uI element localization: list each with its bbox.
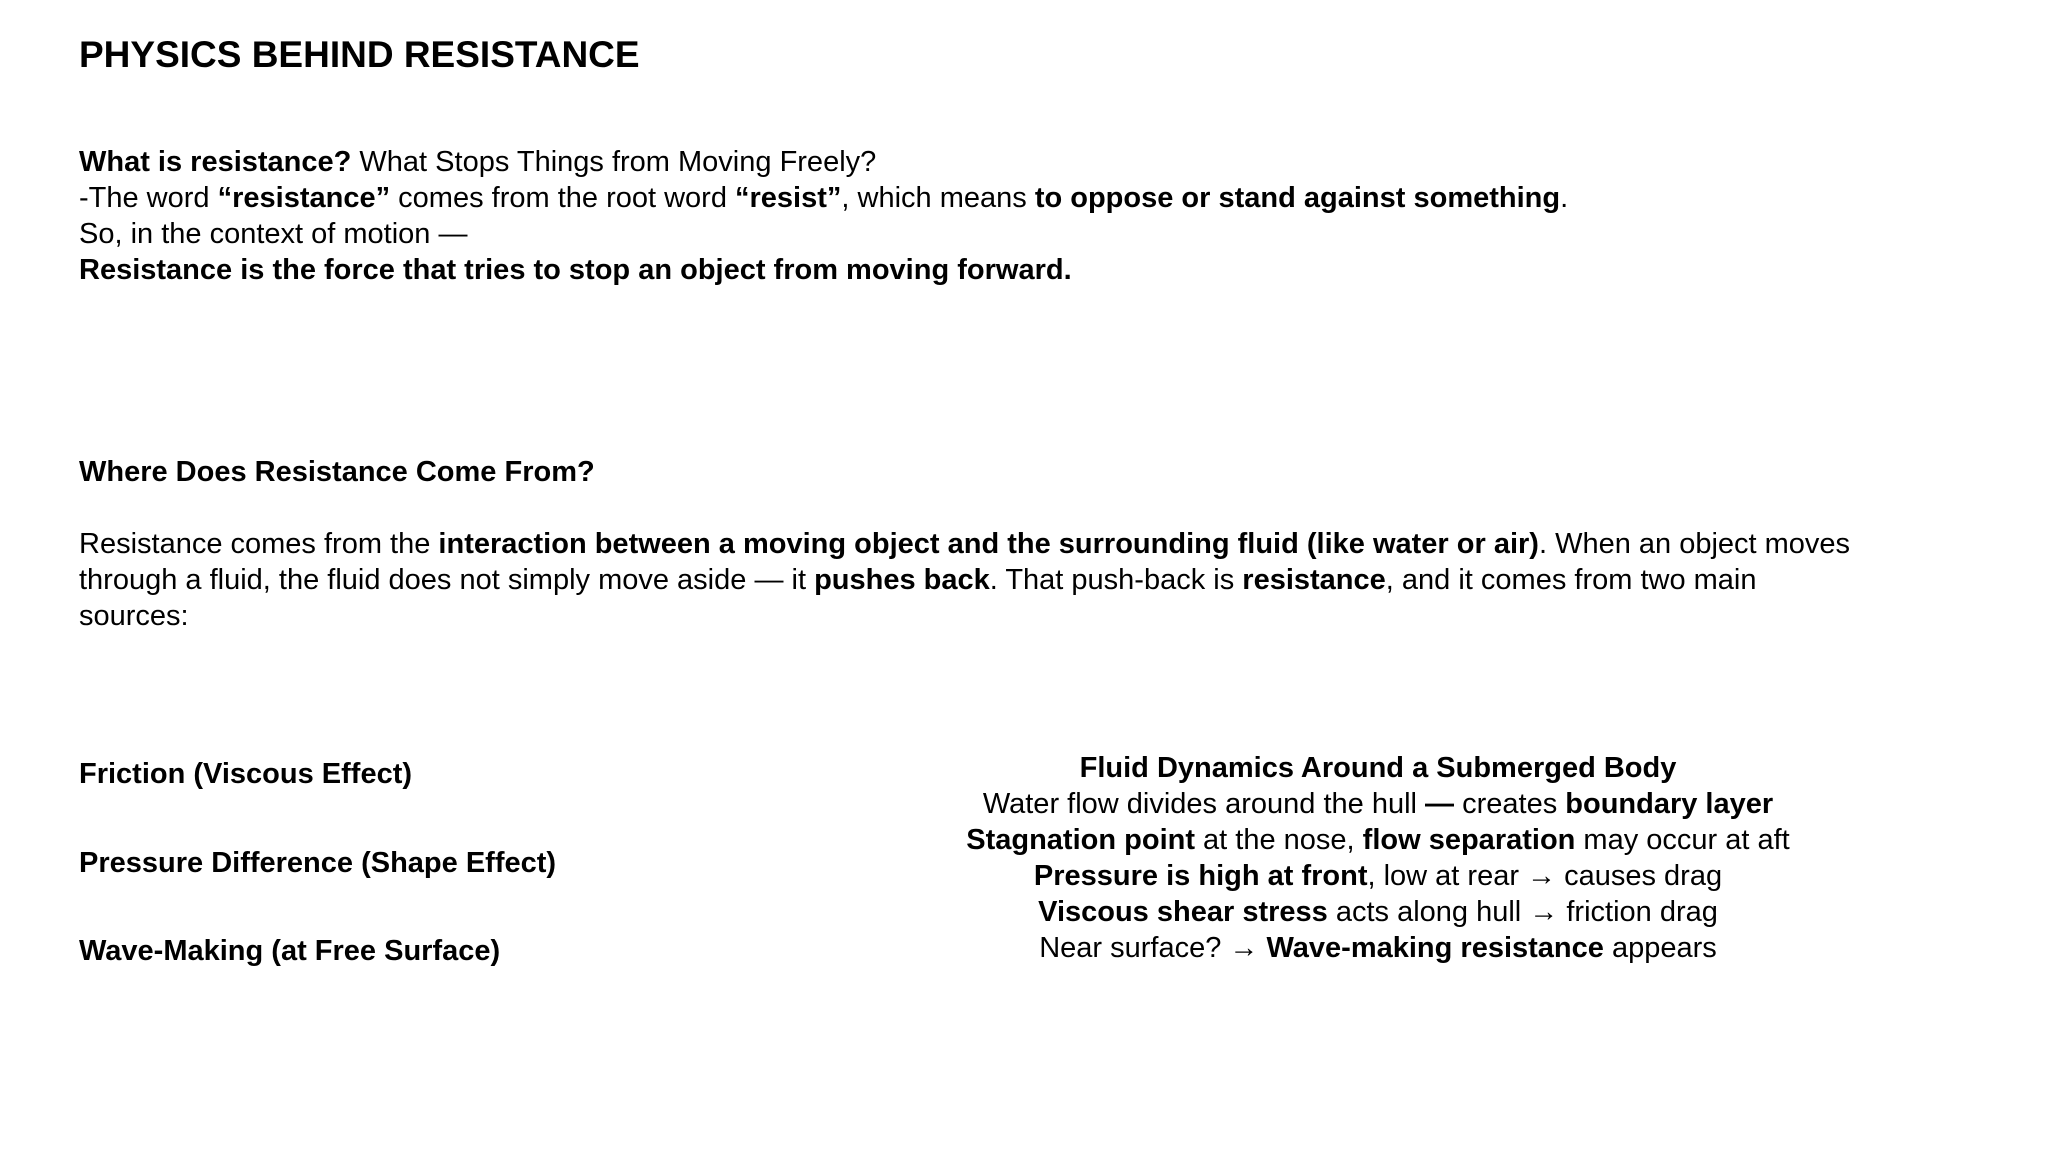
fluid-dynamics-box [928, 750, 1828, 966]
source-pressure: Pressure Difference (Shape Effect) [79, 847, 557, 879]
intro-section [79, 144, 1568, 288]
intro-question: What is resistance? [79, 146, 352, 178]
slide-title: PHYSICS BEHIND RESISTANCE [79, 34, 640, 75]
intro-line-2 [79, 180, 1568, 216]
intro-line-2-text-a: -The word [79, 182, 218, 214]
fluid-stagnation-point: Stagnation point [966, 824, 1195, 856]
where-body-text-c: . When an object moves through a fluid, the fluid does not simply move aside — it [79, 528, 1851, 596]
where-heading: Where Does Resistance Come From? [79, 456, 595, 488]
fluid-line-5-text-c: appears [1603, 932, 1717, 964]
where-body-text-a: Resistance comes from the [79, 528, 439, 560]
fluid-line-4 [928, 894, 1828, 930]
intro-line-3: So, in the context of motion — [79, 218, 468, 250]
term-resist: “resist” [735, 182, 842, 214]
definition-oppose: to oppose or stand against something [1034, 182, 1561, 214]
where-body-resistance: resistance [1242, 564, 1386, 596]
where-body-text-g: , and it comes from two main sources: [79, 564, 1757, 632]
fluid-boundary-layer: boundary layer [1565, 788, 1774, 820]
fluid-line-3-text-b: , low at rear → causes drag [1367, 860, 1723, 892]
fluid-line-3 [928, 858, 1828, 894]
fluid-line-5-text-a: Near surface? → [1039, 932, 1267, 964]
fluid-viscous-shear: Viscous shear stress [1038, 896, 1328, 928]
where-body-text-e: . That push-back is [989, 564, 1243, 596]
intro-line-2-text-e: , which means [841, 182, 1035, 214]
where-body-pushes-back: pushes back [814, 564, 990, 596]
source-wave-making: Wave-Making (at Free Surface) [79, 935, 501, 967]
fluid-flow-separation: flow separation [1362, 824, 1576, 856]
fluid-line-1-creates: creates [1454, 788, 1566, 820]
term-resistance: “resistance” [217, 182, 391, 214]
fluid-wave-making: Wave-making resistance [1266, 932, 1604, 964]
intro-line-2-period: . [1560, 182, 1569, 214]
intro-line-1 [79, 144, 1568, 180]
intro-line-2-text-c: comes from the root word [390, 182, 736, 214]
fluid-pressure-high: Pressure is high at front [1033, 860, 1368, 892]
where-body [79, 526, 1859, 634]
fluid-line-4-text-b: acts along hull → friction drag [1327, 896, 1718, 928]
fluid-line-2-text-d: may occur at aft [1575, 824, 1790, 856]
fluid-line-1-dash: — [1425, 788, 1455, 820]
intro-subtitle: What Stops Things from Moving Freely? [351, 146, 877, 178]
fluid-title: Fluid Dynamics Around a Submerged Body [1079, 752, 1677, 784]
fluid-line-5 [928, 930, 1828, 966]
fluid-line-2-text-b: at the nose, [1195, 824, 1363, 856]
source-friction: Friction (Viscous Effect) [79, 758, 413, 790]
fluid-line-1 [928, 786, 1828, 822]
where-body-interaction: interaction between a moving object and the surrounding fluid (like water or air) [438, 528, 1539, 560]
fluid-line-2 [928, 822, 1828, 858]
intro-definition: Resistance is the force that tries to stop an object from moving forward. [79, 254, 1072, 286]
fluid-line-1-text: Water flow divides around the hull [982, 788, 1426, 820]
